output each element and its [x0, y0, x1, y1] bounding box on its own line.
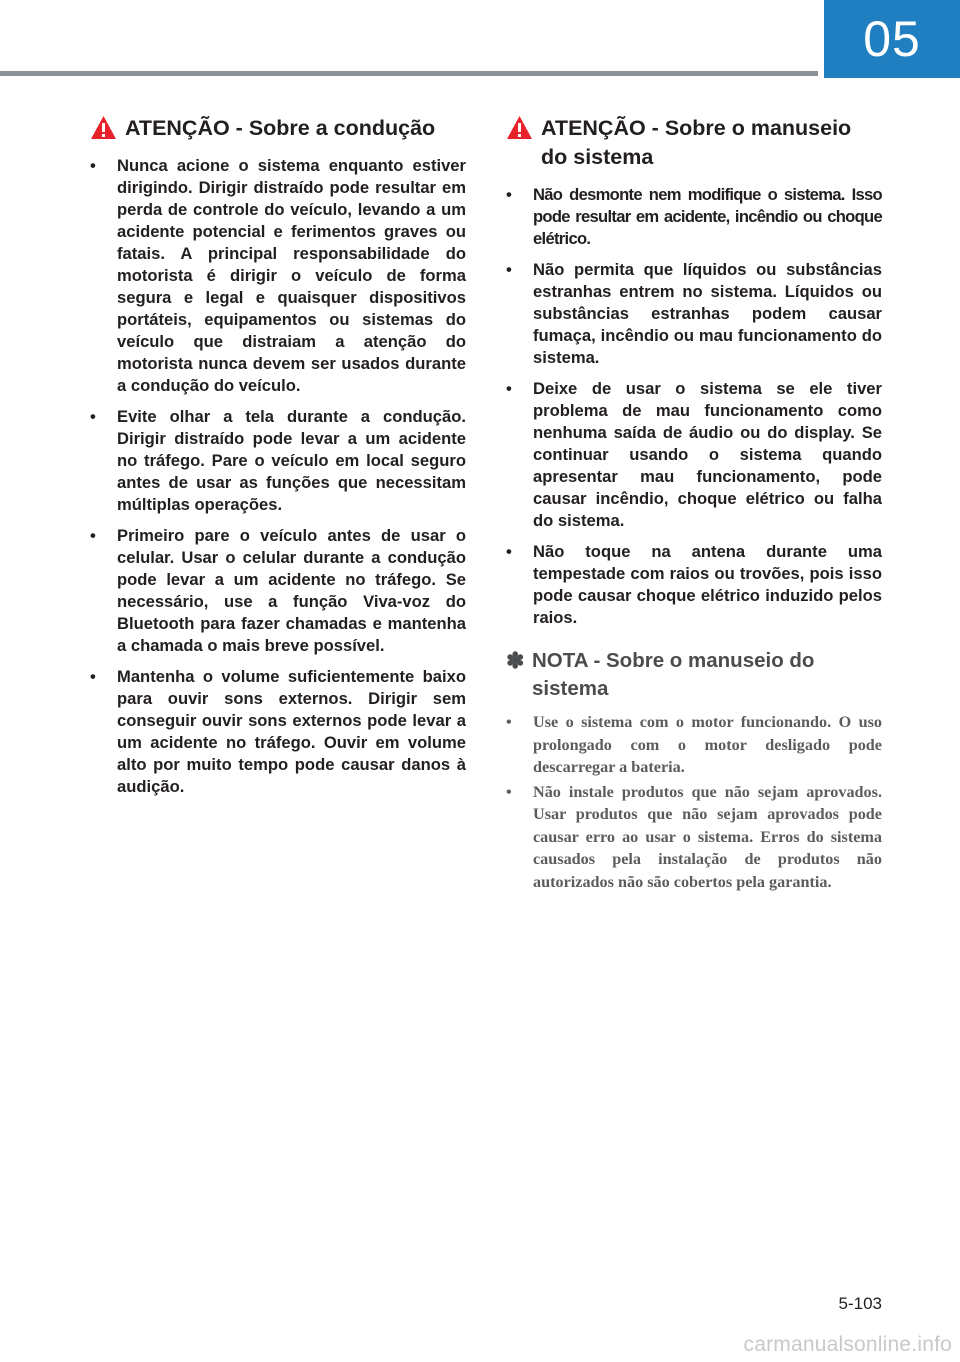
list-item: • Evite olhar a tela durante a condução. Dirigir distraído pode levar a um acidente no tráfego. Pare o veículo em local seguro antes de usar as funções que necessitam múltiplas operações.	[90, 406, 466, 516]
list-item: • Primeiro pare o veículo antes de usar o celular. Usar o celular durante a condução pode levar a um acidente no tráfego. Se necessário, use a função Viva-voz do Bluetooth para fazer chamadas e mantenha a chamada o mais breve possível.	[90, 525, 466, 657]
heading-text: NOTA - Sobre o manuseio do sistema	[532, 649, 815, 700]
list-item: • Não toque na antena durante uma tempestade com raios ou trovões, pois isso pode causar choque elétrico induzido pelos raios.	[506, 541, 882, 629]
warning-heading-driving	[90, 114, 466, 143]
warning-heading-handling	[506, 114, 882, 172]
heading-text: ATENÇÃO - Sobre o manuseio do sistema	[541, 116, 852, 169]
watermark: carmanualsonline.info	[743, 1333, 952, 1356]
header-rule	[0, 71, 818, 76]
list-item: • Não instale produtos que não sejam aprovados. Usar produtos que não sejam aprovados pode causar erro ao usar o sistema. Erros do sistema causados pela instalação de produtos não autorizados não são cobertos pela garantia.	[506, 781, 882, 894]
warning-icon	[506, 115, 533, 140]
list-item: • Nunca acione o sistema enquanto estiver dirigindo. Dirigir distraído pode resultar em perda de controle do veículo, levando a um acidente potencial e ferimentos graves ou fatais. A principal responsabilidade do motorista é dirigir o veículo de forma segura e legal e quaisquer dispositivos portáteis, equipamentos ou sistemas do veículo que distraiam a atenção do motorista nunca devem ser usados durante a condução do veículo.	[90, 155, 466, 397]
chapter-tab: 05	[824, 0, 960, 78]
list-item: • Não permita que líquidos ou substâncias estranhas entrem no sistema. Líquidos ou substâncias estranhas podem causar fumaça, incêndio ou mau funcionamento do sistema.	[506, 259, 882, 369]
left-column	[90, 114, 466, 807]
right-column	[506, 114, 882, 895]
list-item: • Mantenha o volume suficientemente baixo para ouvir sons externos. Dirigir sem conseguir ouvir sons externos pode levar a um acidente no tráfego. Ouvir em volume alto por muito tempo pode causar danos à audição.	[90, 666, 466, 798]
asterisk-icon: ✽	[506, 648, 525, 673]
list-item: • Use o sistema com o motor funcionando. O uso prolongado com o motor desligado pode descarregar a bateria.	[506, 711, 882, 779]
driving-warning-list	[90, 155, 466, 798]
note-list	[506, 711, 882, 893]
list-item: • Não desmonte nem modifique o sistema. Isso pode resultar em acidente, incêndio ou choque elétrico.	[506, 184, 882, 250]
page-number: 5-103	[838, 1294, 882, 1313]
handling-warning-list	[506, 184, 882, 629]
heading-text: ATENÇÃO - Sobre a condução	[125, 116, 436, 140]
list-item: • Deixe de usar o sistema se ele tiver problema de mau funcionamento como nenhuma saída de áudio ou do display. Se continuar usando o sistema quando apresentar mau funcionamento, pode causar incêndio, choque elétrico ou falha do sistema.	[506, 378, 882, 532]
warning-icon	[90, 115, 117, 140]
note-heading	[506, 647, 882, 703]
